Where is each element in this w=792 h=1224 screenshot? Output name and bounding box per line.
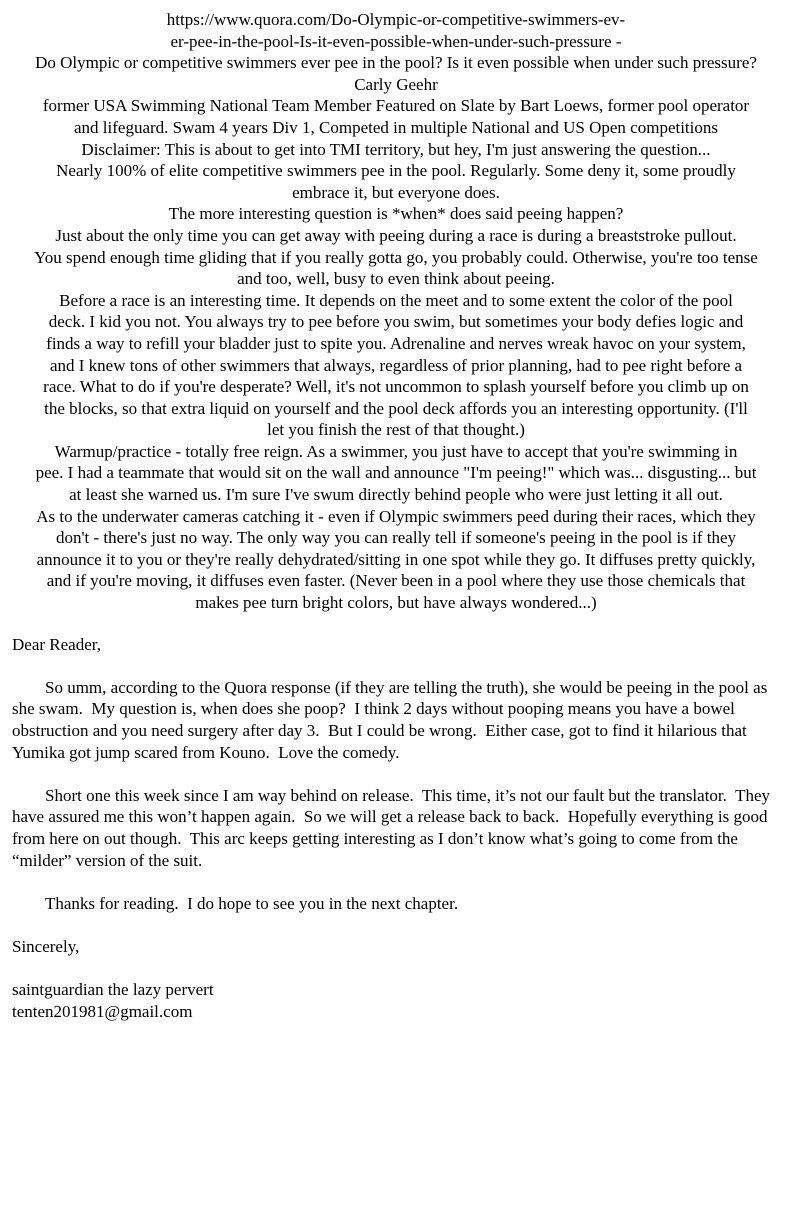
quote-line: and lifeguard. Swam 4 years Div 1, Competed in multiple National and US Open competitions [74, 117, 718, 137]
letter-greeting: Dear Reader, [12, 634, 101, 654]
quote-line: and too, well, busy to even think about peeing. [237, 269, 555, 289]
quote-url-line: https://www.quora.com/Do-Olympic-or-competitive-swimmers-ev- [166, 10, 626, 29]
quote-line: at least she warned us. I'm sure I've swum directly behind people who were just letting it all out. [69, 485, 723, 505]
letter-paragraph: Thanks for reading. I do hope to see you in the next chapter. [45, 893, 459, 913]
letter-closing: Sincerely, [12, 936, 80, 956]
quote-line: Nearly 100% of elite competitive swimmers pee in the pool. Regularly. Some deny it, some proudly [56, 161, 736, 181]
signature-block [12, 979, 778, 1022]
quote-line: former USA Swimming National Team Member Featured on Slate by Bart Loews, former pool operator [42, 96, 750, 116]
quote-line: Just about the only time you can get away with peeing during a race is during a breaststroke pullout. [55, 225, 737, 245]
quote-url-line: er-pee-in-the-pool-Is-it-even-possible-when-under-such-pressure - [170, 31, 622, 51]
quote-line: and I knew tons of other swimmers that always, regardless of prior planning, had to pee right before a [49, 355, 743, 375]
quote-line: don't - there's just no way. The only way you can really tell if someone's peeing in the pool is if they [55, 528, 737, 548]
quote-line: let you finish the rest of that thought.) [267, 420, 525, 440]
quote-line: Before a race is an interesting time. It depends on the meet and to some extent the color of the pool [59, 290, 733, 310]
signature-name: saintguardian the lazy pervert [12, 980, 214, 1000]
quote-line: and if you're moving, it diffuses even faster. (Never been in a pool where they use those chemicals that [46, 571, 746, 591]
quote-question-line: Do Olympic or competitive swimmers ever pee in the pool? Is it even possible when under such pressure? [35, 53, 757, 73]
signature-email: tenten201981@gmail.com [12, 1001, 193, 1021]
quote-line: You spend enough time gliding that if you really gotta go, you probably could. Otherwise, you're too tense [34, 247, 758, 267]
letter-paragraph: Short one this week since I am way behind on release. This time, it’s not our fault but the translator. They have assured me this won’t happen again. So we will get a release back to back. Hopefully everything is good from here on out though. This arc keeps getting interesting as I don’t know what’s going to come from the “milder” version of the suit. [12, 785, 775, 870]
quote-line: race. What to do if you're desperate? Well, it's not uncommon to splash yourself before you climb up on [43, 377, 749, 397]
quote-line: The more interesting question is *when* does said peeing happen? [168, 204, 624, 224]
quote-line: the blocks, so that extra liquid on yourself and the pool deck affords you an interesting opportunity. (I'll [44, 398, 748, 418]
quote-line: deck. I kid you not. You always try to pee before you swim, but sometimes your body defies logic and [48, 312, 744, 332]
quote-line: Warmup/practice - totally free reign. As a swimmer, you just have to accept that you're swimming in [54, 441, 738, 461]
quote-line: embrace it, but everyone does. [292, 182, 500, 202]
quote-line: As to the underwater cameras catching it - even if Olympic swimmers peed during their races, which they [36, 506, 756, 526]
quote-line: Disclaimer: This is about to get into TMI territory, but hey, I'm just answering the question... [81, 139, 711, 159]
quote-line: finds a way to refill your bladder just to spite you. Adrenaline and nerves wreak havoc on your system, [46, 333, 746, 353]
quote-author-line: Carly Geehr [354, 74, 438, 94]
quote-line: makes pee turn bright colors, but have always wondered...) [195, 593, 597, 613]
quote-line: pee. I had a teammate that would sit on the wall and announce "I'm peeing!" which was... disgusting... but [35, 463, 757, 483]
quote-line: announce it to you or they're really dehydrated/sitting in one spot while they go. It diffuses pretty quickly, [36, 549, 756, 569]
translator-note [12, 634, 778, 1023]
letter-paragraph: So umm, according to the Quora response (if they are telling the truth), she would be peeing in the pool as she swam. My question is, when does she poop? I think 2 days without pooping means you have a bowel obstruction and you need surgery after day 3. But I could be wrong. Either case, got to find it hilarious that Yumika got jump scared from Kouno. Love the comedy. [12, 677, 772, 762]
